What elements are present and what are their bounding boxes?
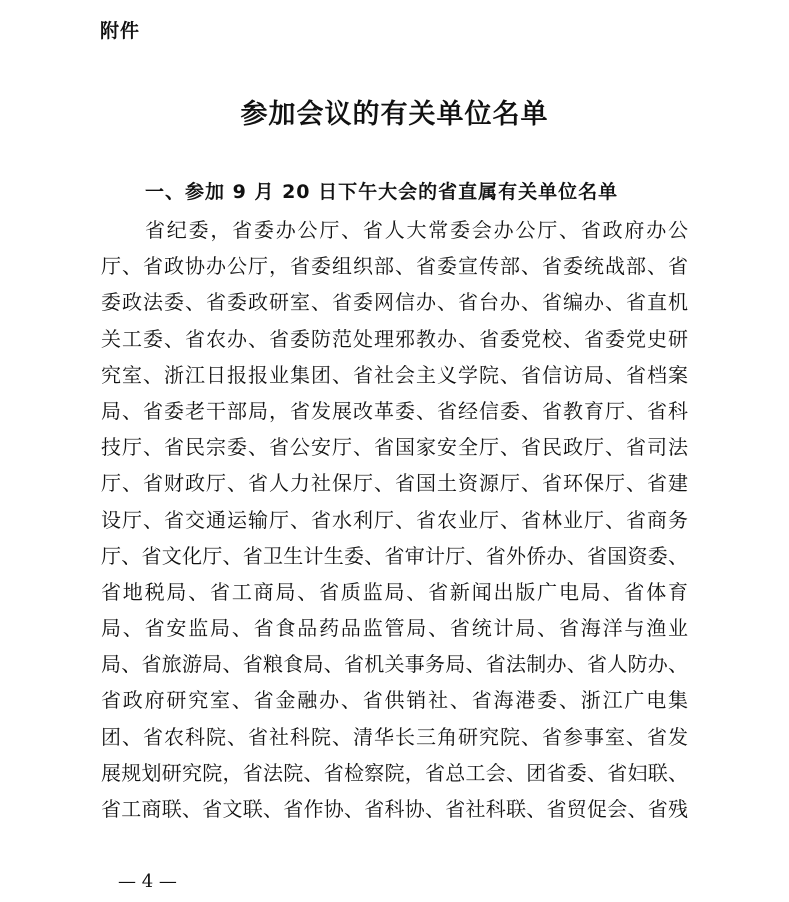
body-line: 关工委、省农办、省委防范处理邪教办、省委党校、省委党史研 xyxy=(101,326,688,351)
body-line: 团、省农科院、省社科院、清华长三角研究院、省参事室、省发 xyxy=(101,724,688,749)
body-line: 局、省旅游局、省粮食局、省机关事务局、省法制办、省人防办、 xyxy=(101,652,688,677)
body-line: 委政法委、省委政研室、省委网信办、省台办、省编办、省直机 xyxy=(101,290,688,315)
document-title: 参加会议的有关单位名单 xyxy=(240,99,549,130)
body-line: 省纪委，省委办公厅、省人大常委会办公厅、省政府办公 xyxy=(145,218,688,242)
body-line: 技厅、省民宗委、省公安厅、省国家安全厅、省民政厅、省司法 xyxy=(101,435,688,460)
body-line: 展规划研究院，省法院、省检察院，省总工会、团省委、省妇联、 xyxy=(101,760,688,785)
body-line: 厅、省文化厅、省卫生计生委、省审计厅、省外侨办、省国资委、 xyxy=(101,543,688,568)
body-line: 厅、省政协办公厅，省委组织部、省委宣传部、省委统战部、省 xyxy=(101,254,688,279)
attachment-label: 附件 xyxy=(100,20,141,42)
body-line: 厅、省财政厅、省人力社保厅、省国土资源厅、省环保厅、省建 xyxy=(101,471,688,496)
body-line: 究室、浙江日报报业集团、省社会主义学院、省信访局、省档案 xyxy=(101,362,688,387)
body-line: 省工商联、省文联、省作协、省科协、省社科联、省贸促会、省残 xyxy=(101,797,688,821)
body-line: 省政府研究室、省金融办、省供销社、省海港委、浙江广电集 xyxy=(101,688,688,713)
body-paragraph xyxy=(101,212,688,827)
body-line: 省地税局、省工商局、省质监局、省新闻出版广电局、省体育 xyxy=(101,579,688,604)
body-line: 局、省安监局、省食品药品监管局、省统计局、省海洋与渔业 xyxy=(101,616,688,641)
body-line: 设厅、省交通运输厅、省水利厅、省农业厅、省林业厅、省商务 xyxy=(101,507,688,532)
page-number: — 4 — xyxy=(118,871,177,892)
body-line: 局、省委老干部局，省发展改革委、省经信委、省教育厅、省科 xyxy=(101,398,688,423)
section-heading: 一、参加 9 月 20 日下午大会的省直属有关单位名单 xyxy=(145,181,619,203)
